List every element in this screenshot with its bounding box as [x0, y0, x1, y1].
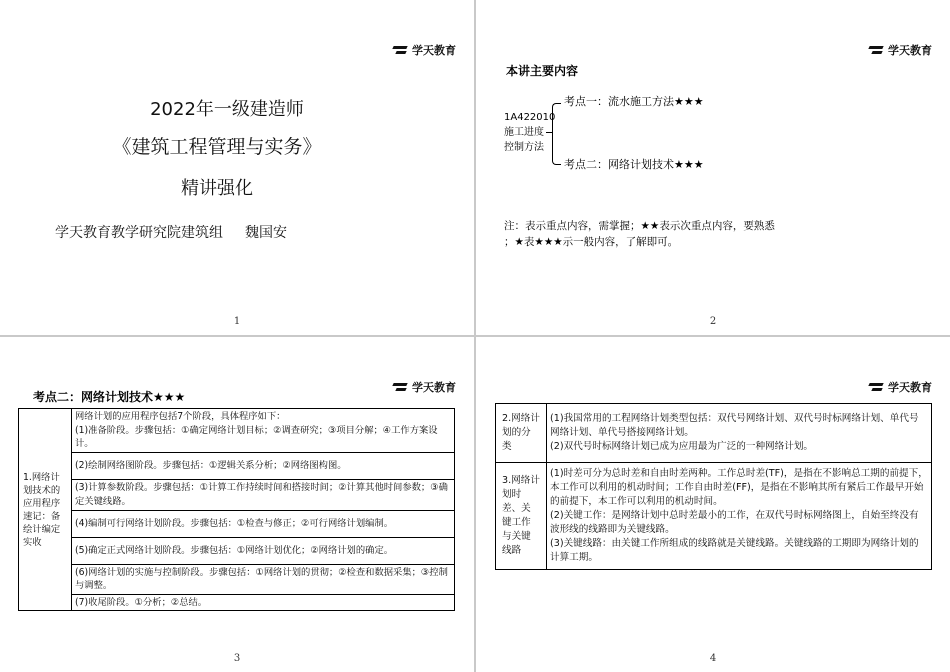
table-row — [19, 452, 455, 479]
table-row — [19, 594, 455, 611]
org-name: 学天教育教学研究院建筑组 — [55, 225, 223, 241]
category-cell: 1.网络计划技术的应用程序速记：备绘计编定实收 — [19, 409, 72, 611]
brand-logo: 学天教育 — [393, 42, 456, 58]
stage-cell: (5)确定正式网络计划阶段。步骤包括：①网络计划优化；②网络计划的确定。 — [72, 537, 455, 564]
table-row — [496, 404, 932, 463]
slide-1 — [0, 0, 474, 335]
cover-subtitle: 精讲强化 — [181, 178, 253, 199]
category-cell: 2.网络计划的分类 — [496, 404, 547, 463]
bracket-tick — [546, 132, 553, 133]
category-cell: 3.网络计划时差、关键工作与关键线路 — [496, 463, 547, 570]
page-number: 1 — [233, 316, 241, 327]
procedure-table — [18, 408, 455, 611]
brand-logo: 学天教育 — [869, 379, 932, 395]
table-row — [496, 463, 932, 570]
content-cell: (1)时差可分为总时差和自由时差两种。工作总时差(TF)，是指在不影响总工期的前提下，本工作可以利用的机动时间；工作自由时差(FF)，是指在不影响其所有紧后工作最早开始的前提下，本工作可以利用的机动时间。 (2)关键工作：是网络计划中总时差最小的工作，在双代号时标网络图上，自始至终没有波形线的线路即为关键线路。 (3)关键线路：由关键工作所组成的线路就是关键线路。关键线路的工期即为网络计划的计算工期。 — [547, 463, 932, 570]
bracket-connector — [552, 103, 561, 165]
table-row — [19, 564, 455, 594]
brand-logo: 学天教育 — [393, 379, 456, 395]
section-code: 1A422010 施工进度 控制方法 — [504, 112, 556, 153]
slide-2 — [476, 0, 950, 335]
point-two: 考点二：网络计划技术★★★ — [564, 158, 704, 171]
content-cell: (1)我国常用的工程网络计划类型包括：双代号网络计划、双代号时标网络计划、单代号网络计划、单代号搭接网络计划。 (2)双代号时标网络计划已成为应用最为广泛的一种网络计划。 — [547, 404, 932, 463]
slide-title: 考点二：网络计划技术★★★ — [33, 390, 186, 404]
author-name: 魏国安 — [245, 225, 287, 241]
author-line — [55, 222, 287, 242]
slide-3 — [0, 337, 474, 672]
cover-title-year: 2022年一级建造师 — [150, 99, 304, 120]
table-row — [19, 510, 455, 537]
cover-title-course: 《建筑工程管理与实务》 — [112, 136, 322, 158]
brand-mark-icon — [393, 45, 409, 56]
table-row — [19, 537, 455, 564]
table-row — [19, 479, 455, 510]
brand-mark-icon — [869, 382, 885, 393]
page-number: 2 — [709, 316, 717, 327]
slide-heading: 本讲主要内容 — [506, 64, 579, 78]
content-table — [495, 403, 932, 570]
page-number: 4 — [709, 653, 717, 664]
stage-cell: (7)收尾阶段。①分析；②总结。 — [72, 594, 455, 611]
stage-cell: (6)网络计划的实施与控制阶段。步骤包括：①网络计划的贯彻；②检查和数据采集；③控制与调整。 — [72, 564, 455, 594]
brand-mark-icon — [869, 45, 885, 56]
slide-4 — [476, 337, 950, 672]
legend-note: 注：表示重点内容，需掌握；★★表示次重点内容，要熟悉 ；★表★★★示一般内容，了解即可。 — [504, 220, 775, 248]
stage-cell: (3)计算参数阶段。步骤包括：①计算工作持续时间和搭接时间；②计算其他时间参数；③确定关键线路。 — [72, 479, 455, 510]
table-row — [19, 409, 455, 453]
stage-cell: (4)编制可行网络计划阶段。步骤包括：①检查与修正；②可行网络计划编制。 — [72, 510, 455, 537]
stage-cell: 网络计划的应用程序包括7个阶段，具体程序如下： (1)准备阶段。步骤包括：①确定网络计划目标；②调查研究；③项目分解；④工作方案设计。 — [72, 409, 455, 453]
stage-cell: (2)绘制网络图阶段。步骤包括：①逻辑关系分析；②网络图构图。 — [72, 452, 455, 479]
page-number: 3 — [233, 653, 241, 664]
brand-mark-icon — [393, 382, 409, 393]
brand-logo: 学天教育 — [869, 42, 932, 58]
point-one: 考点一：流水施工方法★★★ — [564, 95, 704, 108]
